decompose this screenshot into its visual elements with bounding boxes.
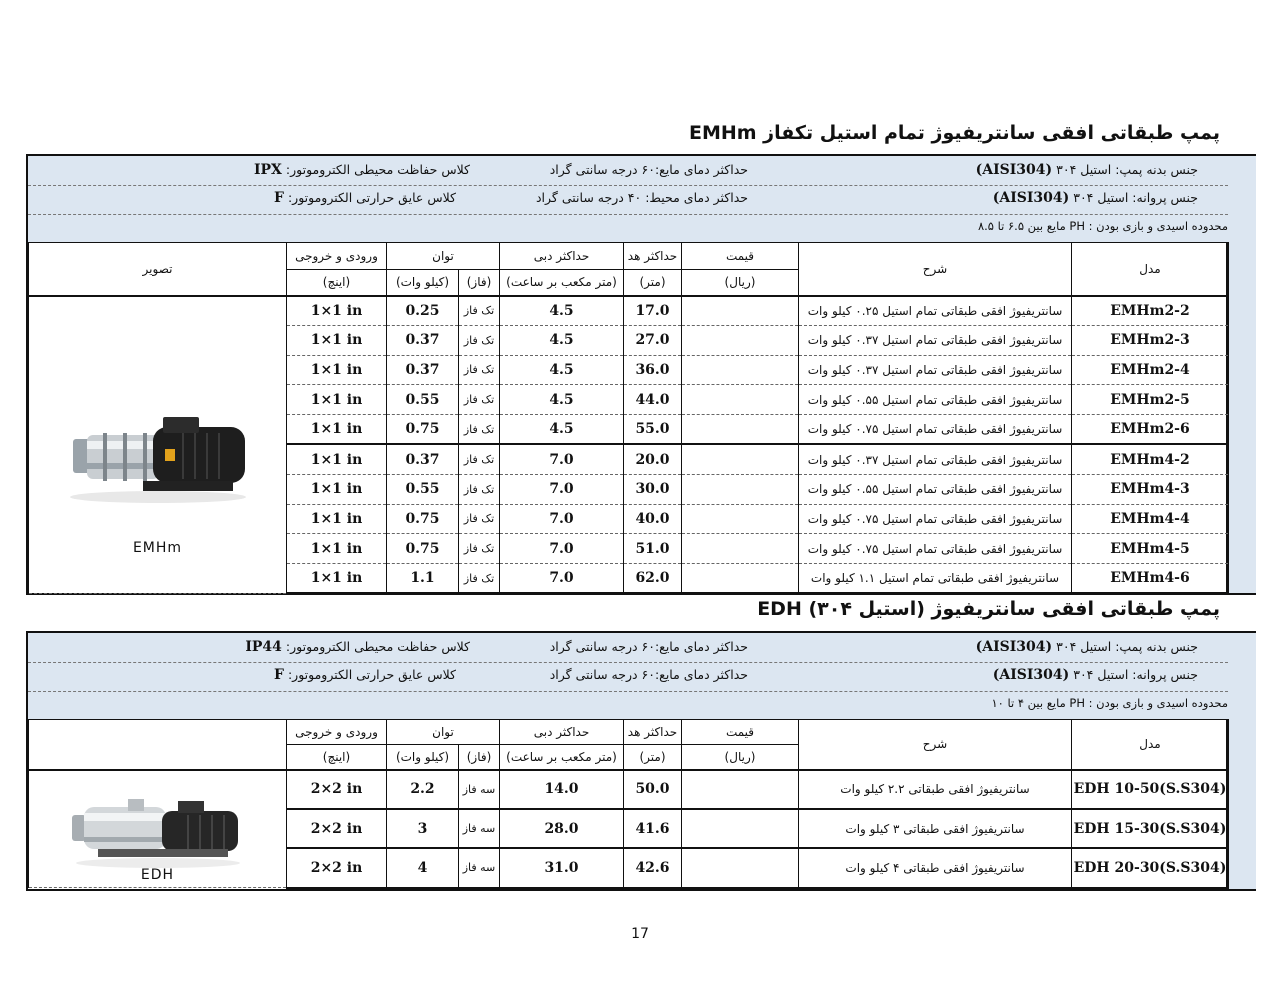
inout-cell: 1×1 in	[287, 444, 387, 474]
kw-cell: 4	[387, 848, 459, 887]
header-image: تصویر	[29, 243, 287, 296]
header-power: توان	[387, 243, 500, 270]
flow-cell: 4.5	[500, 296, 624, 326]
kw-cell: 0.75	[387, 415, 459, 445]
head-cell: 36.0	[624, 355, 682, 385]
table-row	[29, 296, 1229, 326]
model-cell: EMHm4-6	[1072, 564, 1229, 594]
kw-cell: 0.55	[387, 474, 459, 504]
flow-cell: 7.0	[500, 474, 624, 504]
header-price-unit: (ریال)	[682, 745, 799, 770]
inout-cell: 1×1 in	[287, 534, 387, 564]
max-fluid-temp: حداکثر دمای مایع:۶۰ درجه سانتی گراد	[549, 639, 748, 654]
inout-cell: 2×2 in	[287, 809, 387, 848]
edh-table	[28, 719, 1229, 889]
head-cell: 40.0	[624, 504, 682, 534]
emhm-sheet	[26, 154, 1256, 595]
model-cell: EMHm2-5	[1072, 385, 1229, 415]
phase-cell: سه فاز	[459, 770, 500, 809]
inout-cell: 1×1 in	[287, 355, 387, 385]
pump-image-cell	[29, 770, 287, 888]
header-max-head-unit: (متر)	[624, 270, 682, 296]
header-kw-unit: (کیلو وات)	[387, 745, 459, 770]
kw-cell: 0.55	[387, 385, 459, 415]
description-cell: سانتریفیوژ افقی طبقاتی ۴ کیلو وات	[799, 848, 1072, 887]
kw-cell: 0.75	[387, 504, 459, 534]
model-cell: EMHm4-2	[1072, 444, 1229, 474]
impeller-material: جنس پروانه: استیل ۳۰۴ (AISI304)	[992, 667, 1198, 683]
description-cell: سانتریفیوژ افقی طبقاتی تمام استیل ۱.۱ کیلو وات	[799, 564, 1072, 594]
description-cell: سانتریفیوژ افقی طبقاتی تمام استیل ۰.۵۵ کیلو وات	[799, 474, 1072, 504]
head-cell: 30.0	[624, 474, 682, 504]
inout-cell: 1×1 in	[287, 325, 387, 355]
motor-protection-class: کلاس حفاظت محیطی الکتروموتور: IPX	[253, 162, 470, 178]
inout-cell: 1×1 in	[287, 474, 387, 504]
description-cell: سانتریفیوژ افقی طبقاتی تمام استیل ۰.۳۷ کیلو وات	[799, 325, 1072, 355]
head-cell: 51.0	[624, 534, 682, 564]
header-max-flow-unit: (متر مکعب بر ساعت)	[500, 270, 624, 296]
head-cell: 44.0	[624, 385, 682, 415]
kw-cell: 2.2	[387, 770, 459, 809]
kw-cell: 3	[387, 809, 459, 848]
pump-emhm-image	[63, 397, 253, 507]
model-cell: EMHm2-2	[1072, 296, 1229, 326]
phase-cell: تک فاز	[459, 415, 500, 445]
inout-cell: 1×1 in	[287, 504, 387, 534]
max-ambient-temp: حداکثر دمای محیط: ۴۰ درجه سانتی گراد	[535, 190, 748, 205]
header-phase-unit: (فاز)	[459, 270, 500, 296]
header-max-flow: حداکثر دبی	[500, 720, 624, 745]
flow-cell: 7.0	[500, 504, 624, 534]
price-cell	[682, 296, 799, 326]
header-max-flow: حداکثر دبی	[500, 243, 624, 270]
sidebar-strip	[1226, 156, 1256, 593]
head-cell: 62.0	[624, 564, 682, 594]
description-cell: سانتریفیوژ افقی طبقاتی تمام استیل ۰.۳۷ کیلو وات	[799, 355, 1072, 385]
head-cell: 42.6	[624, 848, 682, 887]
kw-cell: 0.75	[387, 534, 459, 564]
header-price: قیمت	[682, 243, 799, 270]
spec-block	[28, 633, 1228, 719]
flow-cell: 7.0	[500, 534, 624, 564]
description-cell: سانتریفیوژ افقی طبقاتی تمام استیل ۰.۷۵ کیلو وات	[799, 504, 1072, 534]
kw-cell: 0.37	[387, 355, 459, 385]
header-description: شرح	[799, 720, 1072, 770]
head-cell: 55.0	[624, 415, 682, 445]
price-cell	[682, 385, 799, 415]
motor-insulation-class: کلاس عایق حرارتی الکتروموتور: F	[274, 667, 456, 683]
price-cell	[682, 534, 799, 564]
phase-cell: تک فاز	[459, 355, 500, 385]
head-cell: 27.0	[624, 325, 682, 355]
pump-image-label: EDH	[140, 866, 175, 883]
description-cell: سانتریفیوژ افقی طبقاتی ۳ کیلو وات	[799, 809, 1072, 848]
inout-cell: 1×1 in	[287, 385, 387, 415]
phase-cell: سه فاز	[459, 848, 500, 887]
header-max-flow-unit: (متر مکعب بر ساعت)	[500, 745, 624, 770]
motor-insulation-class: کلاس عایق حرارتی الکتروموتور: F	[274, 190, 456, 206]
phase-cell: تک فاز	[459, 385, 500, 415]
model-cell: EMHm4-5	[1072, 534, 1229, 564]
flow-cell: 7.0	[500, 444, 624, 474]
table-row	[29, 770, 1229, 809]
kw-cell: 0.37	[387, 325, 459, 355]
model-cell: EDH 20-30(S.S304)	[1072, 848, 1229, 887]
header-model: مدل	[1072, 720, 1229, 770]
pump-edh-image	[68, 789, 248, 869]
header-phase-unit: (فاز)	[459, 745, 500, 770]
phase-cell: تک فاز	[459, 534, 500, 564]
spec-block	[28, 156, 1228, 242]
header-image	[29, 720, 287, 770]
model-cell: EMHm4-3	[1072, 474, 1229, 504]
head-cell: 20.0	[624, 444, 682, 474]
header-inout-unit: (اینچ)	[287, 745, 387, 770]
body-material: جنس بدنه پمپ: استیل ۳۰۴ (AISI304)	[975, 162, 1198, 178]
head-cell: 17.0	[624, 296, 682, 326]
flow-cell: 7.0	[500, 564, 624, 594]
header-power: توان	[387, 720, 500, 745]
inout-cell: 1×1 in	[287, 415, 387, 445]
description-cell: سانتریفیوژ افقی طبقاتی تمام استیل ۰.۲۵ کیلو وات	[799, 296, 1072, 326]
header-inout: ورودی و خروجی	[287, 720, 387, 745]
model-cell: EMHm2-4	[1072, 355, 1229, 385]
model-cell: EMHm2-3	[1072, 325, 1229, 355]
inout-cell: 1×1 in	[287, 564, 387, 594]
max-fluid-temp-2: حداکثر دمای مایع:۶۰ درجه سانتی گراد	[549, 667, 748, 682]
pump-image-cell	[29, 296, 287, 594]
phase-cell: تک فاز	[459, 504, 500, 534]
phase-cell: سه فاز	[459, 809, 500, 848]
impeller-material: جنس پروانه: استیل ۳۰۴ (AISI304)	[992, 190, 1198, 206]
section-title-edh: پمپ طبقاتی افقی سانتریفیوژ (استیل ۳۰۴) EDH	[757, 598, 1220, 620]
head-cell: 50.0	[624, 770, 682, 809]
pump-image-label: EMHm	[132, 539, 183, 556]
description-cell: سانتریفیوژ افقی طبقاتی تمام استیل ۰.۳۷ کیلو وات	[799, 444, 1072, 474]
price-cell	[682, 564, 799, 594]
price-cell	[682, 355, 799, 385]
flow-cell: 4.5	[500, 325, 624, 355]
header-inout: ورودی و خروجی	[287, 243, 387, 270]
price-cell	[682, 809, 799, 848]
flow-cell: 4.5	[500, 385, 624, 415]
edh-sheet	[26, 631, 1256, 891]
flow-cell: 14.0	[500, 770, 624, 809]
ph-range: محدوده اسیدی و بازی بودن : PH مایع بین ۴ تا ۱۰	[991, 696, 1228, 710]
header-inout-unit: (اینچ)	[287, 270, 387, 296]
price-cell	[682, 415, 799, 445]
description-cell: سانتریفیوژ افقی طبقاتی تمام استیل ۰.۵۵ کیلو وات	[799, 385, 1072, 415]
header-description: شرح	[799, 243, 1072, 296]
sidebar-strip	[1226, 633, 1256, 889]
header-max-head: حداکثر هد	[624, 720, 682, 745]
phase-cell: تک فاز	[459, 564, 500, 594]
kw-cell: 0.25	[387, 296, 459, 326]
description-cell: سانتریفیوژ افقی طبقاتی ۲.۲ کیلو وات	[799, 770, 1072, 809]
inout-cell: 2×2 in	[287, 770, 387, 809]
motor-protection-class: کلاس حفاظت محیطی الکتروموتور: IP44	[245, 639, 470, 655]
header-max-head-unit: (متر)	[624, 745, 682, 770]
price-cell	[682, 770, 799, 809]
kw-cell: 0.37	[387, 444, 459, 474]
model-cell: EDH 10-50(S.S304)	[1072, 770, 1229, 809]
header-model: مدل	[1072, 243, 1229, 296]
body-material: جنس بدنه پمپ: استیل ۳۰۴ (AISI304)	[975, 639, 1198, 655]
description-cell: سانتریفیوژ افقی طبقاتی تمام استیل ۰.۷۵ کیلو وات	[799, 534, 1072, 564]
price-cell	[682, 848, 799, 887]
phase-cell: تک فاز	[459, 296, 500, 326]
model-cell: EMHm2-6	[1072, 415, 1229, 445]
price-cell	[682, 444, 799, 474]
inout-cell: 2×2 in	[287, 848, 387, 887]
header-max-head: حداکثر هد	[624, 243, 682, 270]
model-cell: EMHm4-4	[1072, 504, 1229, 534]
ph-range: محدوده اسیدی و بازی بودن : PH مایع بین ۶.۵ تا ۸.۵	[977, 219, 1228, 233]
flow-cell: 4.5	[500, 355, 624, 385]
header-kw-unit: (کیلو وات)	[387, 270, 459, 296]
price-cell	[682, 504, 799, 534]
header-price: قیمت	[682, 720, 799, 745]
inout-cell: 1×1 in	[287, 296, 387, 326]
price-cell	[682, 325, 799, 355]
emhm-table	[28, 242, 1229, 594]
description-cell: سانتریفیوژ افقی طبقاتی تمام استیل ۰.۷۵ کیلو وات	[799, 415, 1072, 445]
kw-cell: 1.1	[387, 564, 459, 594]
phase-cell: تک فاز	[459, 444, 500, 474]
flow-cell: 31.0	[500, 848, 624, 887]
page-number: 17	[631, 926, 649, 942]
phase-cell: تک فاز	[459, 325, 500, 355]
flow-cell: 28.0	[500, 809, 624, 848]
section-title-emhm: پمپ طبقاتی افقی سانتریفیوژ تمام استیل تکفاز EMHm	[688, 122, 1220, 144]
price-cell	[682, 474, 799, 504]
model-cell: EDH 15-30(S.S304)	[1072, 809, 1229, 848]
head-cell: 41.6	[624, 809, 682, 848]
max-fluid-temp: حداکثر دمای مایع:۶۰ درجه سانتی گراد	[549, 162, 748, 177]
phase-cell: تک فاز	[459, 474, 500, 504]
header-price-unit: (ریال)	[682, 270, 799, 296]
flow-cell: 4.5	[500, 415, 624, 445]
